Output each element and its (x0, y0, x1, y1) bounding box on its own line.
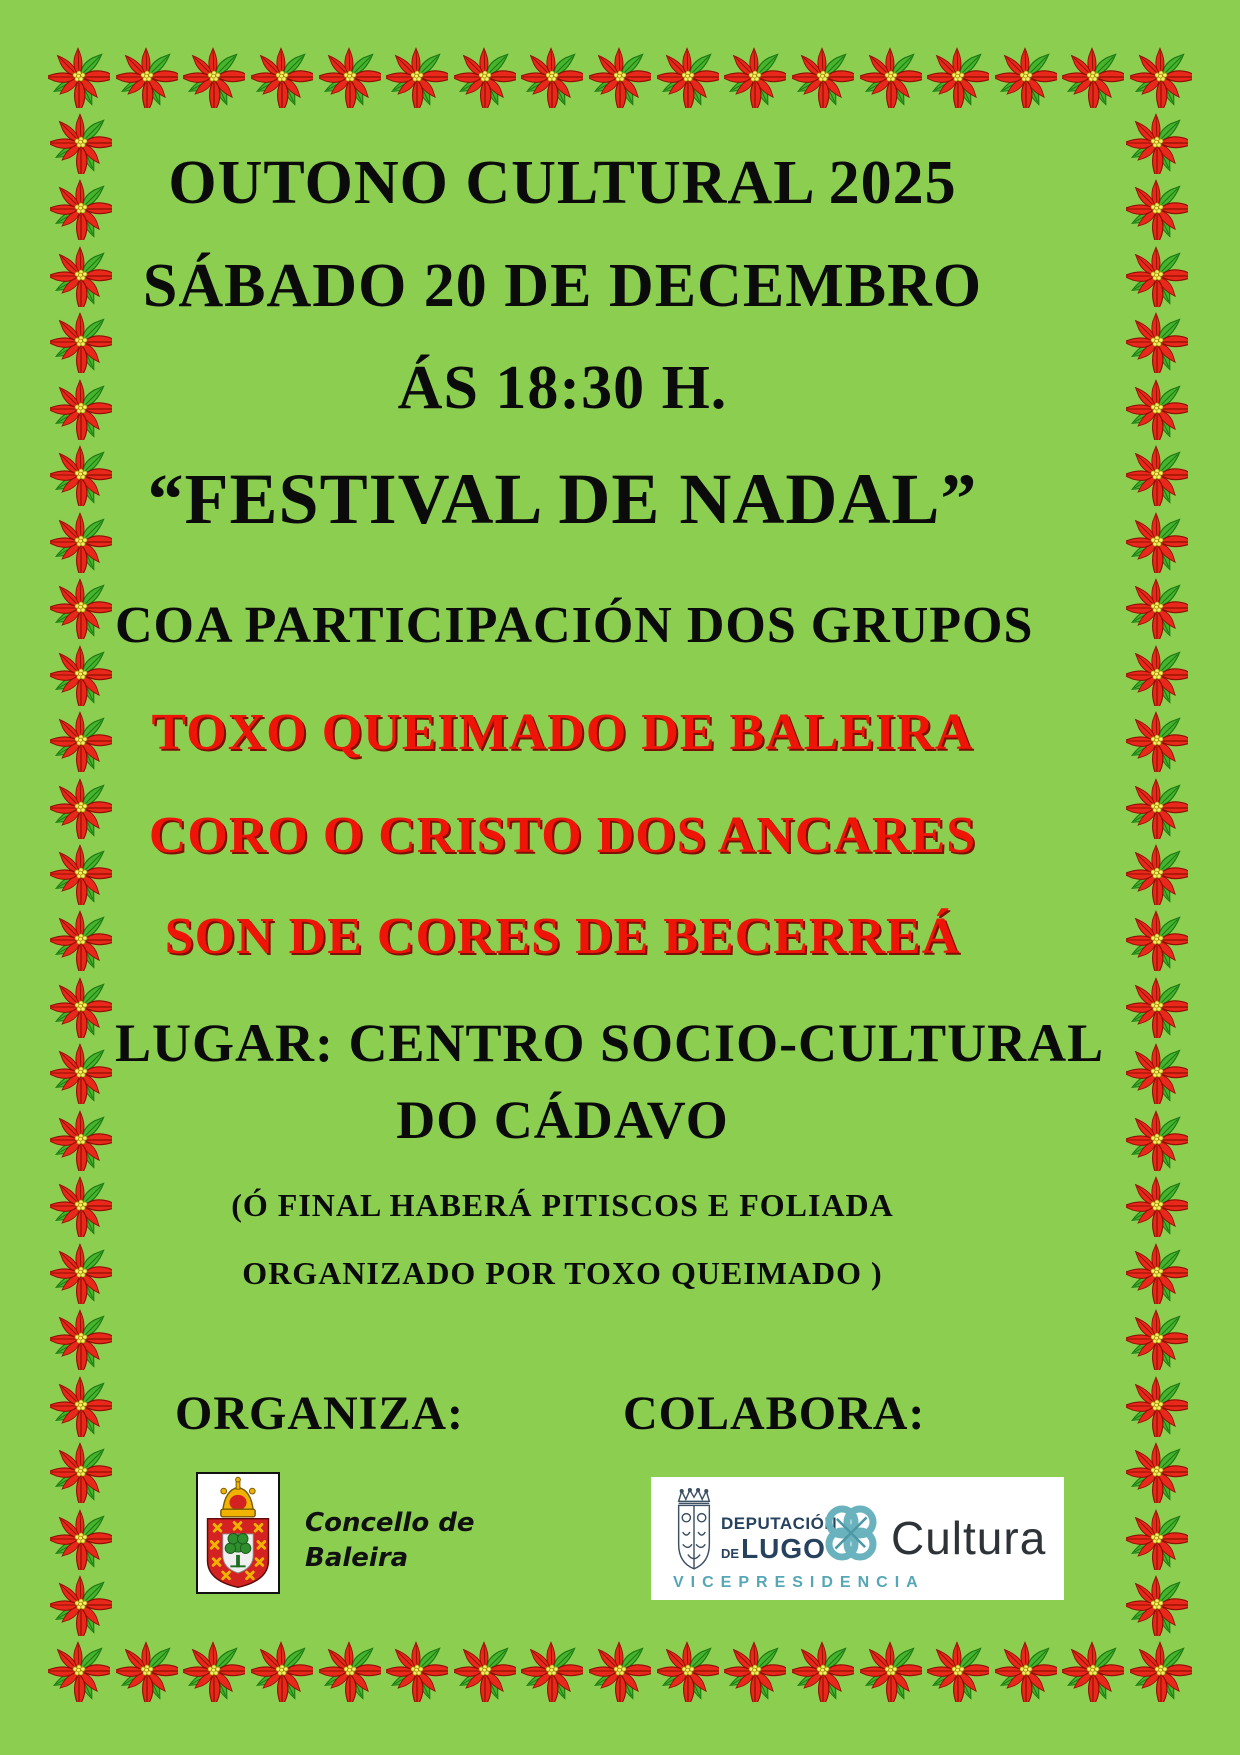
note-line-2: ORGANIZADO POR TOXO QUEIMADO ) (242, 1255, 883, 1291)
poinsettia-icon (1126, 644, 1188, 706)
cultura-brand: Cultura (891, 1512, 1047, 1564)
baleira-caption-line-2: Baleira (305, 1543, 409, 1574)
baleira-coat-of-arms-icon (198, 1474, 278, 1592)
lugo-logo (651, 1477, 1064, 1600)
poinsettia-icon (50, 909, 112, 971)
venue-line-1: LUGAR: CENTRO SOCIO-CULTURAL (115, 1013, 1105, 1073)
poinsettia-icon (1126, 378, 1188, 440)
poinsettia-icon (1126, 1109, 1188, 1171)
poinsettia-icon (1126, 1508, 1188, 1570)
group-name-2: CORO O CRISTO DOS ANCARES (148, 807, 977, 864)
poinsettia-icon (1126, 311, 1188, 373)
poinsettia-icon (50, 1574, 112, 1636)
poinsettia-icon (1126, 1242, 1188, 1304)
poinsettia-icon (48, 46, 110, 108)
poinsettia-icon (50, 311, 112, 373)
event-date-line: SÁBADO 20 DE DECEMBRO (142, 252, 983, 320)
poinsettia-icon (50, 1508, 112, 1570)
poinsettia-icon (50, 178, 112, 240)
poinsettia-icon (50, 511, 112, 573)
lugo-wordmark-de: DE (721, 1546, 740, 1561)
baleira-caption-line-1: Concello de (305, 1508, 475, 1538)
lugo-wordmark-line-1: DEPUTACIÓN (721, 1514, 838, 1533)
poinsettia-icon (48, 1640, 110, 1702)
poinsettia-icon (1126, 843, 1188, 905)
poinsettia-icon (1062, 1640, 1124, 1702)
poinsettia-icon (50, 1308, 112, 1370)
colabora-label: COLABORA: (623, 1387, 926, 1440)
group-name-3: SON DE CORES DE BECERREÁ (164, 908, 961, 965)
venue-line-2: DO CÁDAVO (396, 1090, 729, 1150)
poinsettia-icon (50, 378, 112, 440)
poinsettia-icon (50, 112, 112, 174)
participation-line: COA PARTICIPACIÓN DOS GRUPOS (115, 597, 1034, 654)
poinsettia-icon (50, 777, 112, 839)
poinsettia-icon (1126, 1574, 1188, 1636)
lugo-wordmark-name: LUGO (741, 1533, 826, 1564)
poinsettia-icon (1126, 1308, 1188, 1370)
organiza-label: ORGANIZA: (175, 1387, 465, 1440)
note-line-1: (Ó FINAL HABERÁ PITISCOS E FOLIADA (231, 1187, 894, 1223)
baleira-caption (305, 1506, 474, 1576)
poinsettia-icon (1126, 710, 1188, 772)
event-time-line: ÁS 18:30 H. (397, 354, 728, 422)
poinsettia-icon (50, 1109, 112, 1171)
poinsettia-icon (50, 1441, 112, 1503)
poinsettia-icon (1126, 777, 1188, 839)
poster-title: “FESTIVAL DE NADAL” (147, 459, 978, 539)
lugo-rings-icon (819, 1495, 883, 1571)
poinsettia-icon (50, 1175, 112, 1237)
lugo-coat-of-arms-icon (670, 1487, 718, 1575)
border-right (1126, 112, 1188, 1636)
poinsettia-icon (50, 444, 112, 506)
poinsettia-icon (50, 843, 112, 905)
border-left (50, 112, 112, 1636)
vicepresidencia-label: VICEPRESIDENCIA (673, 1574, 925, 1591)
poinsettia-icon (50, 577, 112, 639)
poinsettia-icon (1126, 577, 1188, 639)
poinsettia-icon (1126, 112, 1188, 174)
poinsettia-icon (1126, 1441, 1188, 1503)
poinsettia-icon (50, 1375, 112, 1437)
poinsettia-icon (1126, 444, 1188, 506)
poinsettia-icon (1126, 976, 1188, 1038)
poinsettia-icon (50, 245, 112, 307)
group-name-1: TOXO QUEIMADO DE BALEIRA (151, 704, 974, 761)
poinsettia-icon (1126, 1375, 1188, 1437)
poinsettia-icon (1130, 1640, 1192, 1702)
poinsettia-icon (1126, 1042, 1188, 1104)
poinsettia-icon (1130, 46, 1192, 108)
event-series-line: OUTONO CULTURAL 2025 (168, 149, 957, 217)
poinsettia-icon (1062, 46, 1124, 108)
baleira-logo (196, 1472, 280, 1594)
poinsettia-icon (50, 1042, 112, 1104)
poinsettia-icon (50, 1242, 112, 1304)
poinsettia-icon (1126, 909, 1188, 971)
poinsettia-icon (1126, 245, 1188, 307)
poinsettia-icon (1126, 511, 1188, 573)
poinsettia-icon (1126, 178, 1188, 240)
poinsettia-icon (50, 644, 112, 706)
poinsettia-icon (1126, 1175, 1188, 1237)
poinsettia-icon (50, 976, 112, 1038)
poinsettia-icon (50, 710, 112, 772)
